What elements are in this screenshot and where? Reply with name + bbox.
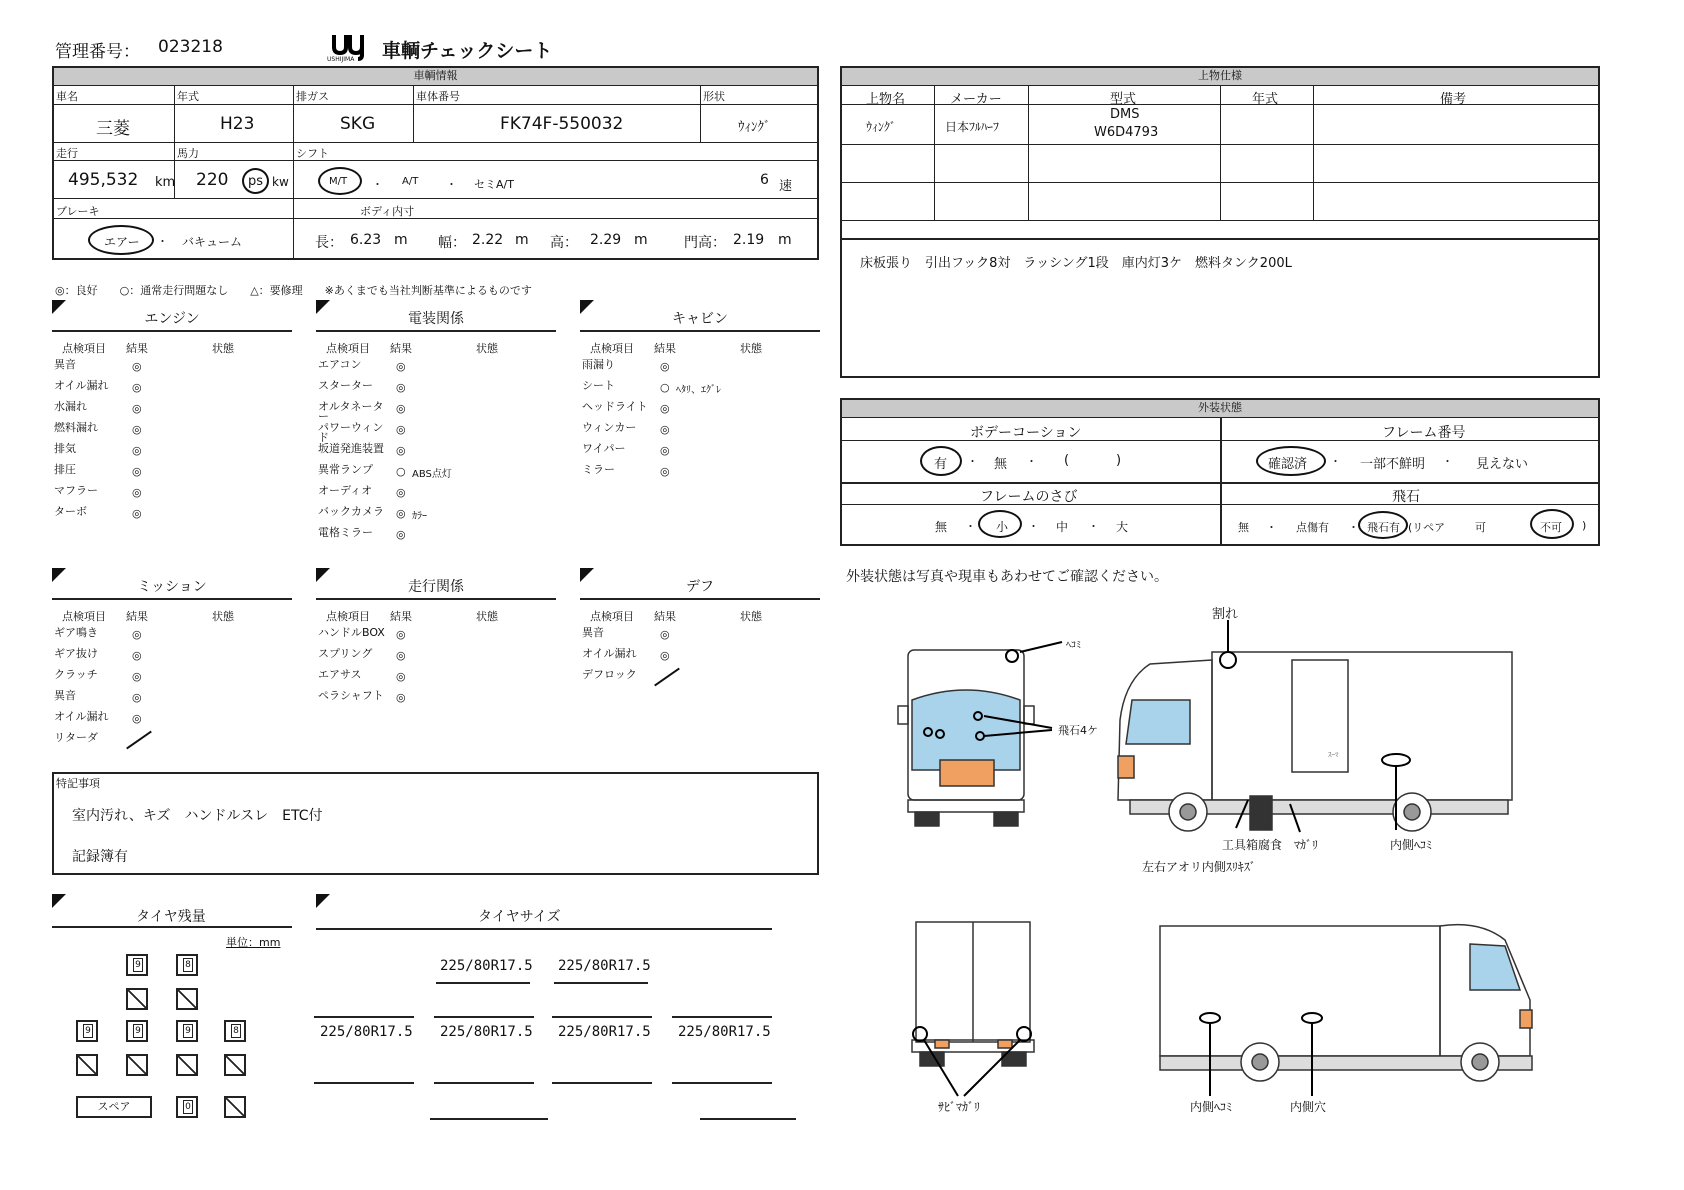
stone-dot-2: ・ <box>1348 521 1359 534</box>
rust-dot-2: ・ <box>1028 520 1039 533</box>
truck-front-view <box>898 650 1034 826</box>
cabin-item-name: ヘッドライト <box>582 400 648 413</box>
running-title: 走行関係 <box>408 579 464 595</box>
mission-item-result: ◎ <box>132 691 142 704</box>
mission-col-item: 点検項目 <box>62 610 106 623</box>
engine-item-name: オイル漏れ <box>54 379 109 392</box>
brake-air: エアー <box>104 235 140 249</box>
electric-item-state: ｶﾗｰ <box>412 511 427 522</box>
mission-item-result: ◎ <box>132 649 142 662</box>
mission-item-name: リターダ <box>54 731 98 744</box>
upper-spec-header: 上物仕様 <box>842 68 1598 86</box>
brake-dot: ・ <box>157 235 168 248</box>
truck-left-side-view <box>1160 925 1532 1081</box>
cabin-item-name: ワイパー <box>582 442 626 455</box>
hp-value: 220 <box>196 170 229 190</box>
frame-no-invisible: 見えない <box>1476 457 1529 472</box>
diff-title: デフ <box>686 579 714 595</box>
electric-item-state: ABS点灯 <box>412 469 452 480</box>
cabin-item-result: ◎ <box>660 402 670 415</box>
stone-repair: (リペア <box>1408 521 1446 534</box>
body-no-label: 車体番号 <box>416 90 460 103</box>
tyre-depth-rear <box>76 1020 98 1042</box>
tyre-depth-spare <box>176 1096 198 1118</box>
electric-col-item: 点検項目 <box>326 342 370 355</box>
engine-item-result: ◎ <box>132 381 142 394</box>
stone-yes: 飛石有 <box>1367 521 1400 534</box>
frame-no-partial: 一部不鮮明 <box>1360 457 1426 472</box>
tyre-depth-rear-value: 9 <box>183 1024 193 1038</box>
mission-item-result: ◎ <box>132 670 142 683</box>
engine-item-name: 排気 <box>54 442 76 455</box>
engine-col-item: 点検項目 <box>62 342 106 355</box>
cabin-item-result: ◎ <box>660 360 670 373</box>
gate-unit: m <box>778 232 792 248</box>
rust-dot-1: ・ <box>965 520 976 533</box>
left-dent-label: 内側ﾍｺﾐ <box>1190 1100 1233 1114</box>
tyre-size-rear: 225/80R17.5 <box>440 1024 533 1040</box>
mission-title: ミッション <box>137 579 207 595</box>
tyre-depth-spare-value: 0 <box>183 1100 193 1114</box>
cabin-item-name: ミラー <box>582 463 615 476</box>
tyre-size-rear: 225/80R17.5 <box>558 1024 651 1040</box>
electric-item-name: バックカメラ <box>318 505 384 518</box>
cabin-item-name: 雨漏り <box>582 358 615 371</box>
toolbox-label: 工具箱腐食 ﾏｶﾞﾘ <box>1222 838 1319 852</box>
diff-col-result: 結果 <box>654 610 676 623</box>
tyre-depth-front-right-value: 8 <box>183 958 193 972</box>
electric-item-result: ◎ <box>396 444 406 457</box>
len-label: 長： <box>315 235 343 251</box>
running-item-name: ハンドルBOX <box>318 626 385 639</box>
tyre-size-front: 225/80R17.5 <box>440 958 533 974</box>
cabin-title: キャビン <box>672 311 728 327</box>
electric-item-name: スターター <box>318 379 373 392</box>
upper-notes: 床板張り 引出フック8対 ラッシング1段 庫内灯3ケ 燃料タンク200L <box>860 256 1292 271</box>
electric-item-name: 異常ランプ <box>318 463 373 476</box>
tyre-size-rear: 225/80R17.5 <box>678 1024 771 1040</box>
left-hole-label: 内側穴 <box>1290 1100 1327 1114</box>
coating-paren-open: ( <box>1064 453 1070 468</box>
stone-label: 飛石 <box>1392 489 1420 505</box>
electric-item-result: ◎ <box>396 402 406 415</box>
electric-item-name: 電格ミラー <box>318 526 373 539</box>
tyre-size-title: タイヤサイズ <box>478 909 561 925</box>
running-item-result: ◎ <box>396 628 406 641</box>
inner-dent-right-label: 内側ﾍｺﾐ <box>1390 838 1433 852</box>
mission-item-name: ギア抜け <box>54 647 98 660</box>
upper-col-maker: メーカー <box>950 92 1002 107</box>
coating-label: ボデーコーション <box>970 425 1082 441</box>
engine-item-result: ◎ <box>132 360 142 373</box>
mission-item-result: ◎ <box>132 628 142 641</box>
tyre-size-front: 225/80R17.5 <box>558 958 651 974</box>
tyre-depth-rear-value: 8 <box>231 1024 241 1038</box>
cabin-col-result: 結果 <box>654 342 676 355</box>
electric-item-result: ◎ <box>396 381 406 394</box>
tyre-depth-spare-inner <box>224 1096 246 1118</box>
shift-label: シフト <box>296 147 329 160</box>
stone-dot-1: ・ <box>1266 521 1277 534</box>
cabin-item-result: ◎ <box>660 465 670 478</box>
stone-none: 無 <box>1238 521 1249 534</box>
cabin-item-result: ◎ <box>660 444 670 457</box>
tyre-depth-unit: 単位：mm <box>226 936 281 949</box>
rust-small: 小 <box>996 520 1009 534</box>
running-item-result: ◎ <box>396 691 406 704</box>
mission-col-result: 結果 <box>126 610 148 623</box>
running-item-result: ◎ <box>396 670 406 683</box>
wid-label: 幅： <box>438 235 466 251</box>
emission-value: SKG <box>340 114 376 134</box>
diff-item-name: オイル漏れ <box>582 647 637 660</box>
rust-dot-3: ・ <box>1088 520 1099 533</box>
upper-col-year: 年式 <box>1252 92 1279 107</box>
frame-no-checked: 確認済 <box>1268 457 1308 472</box>
cabin-item-name: シート <box>582 379 615 392</box>
electric-item-name: 坂道発進装置 <box>318 442 384 455</box>
diff-col-state: 状態 <box>740 610 762 623</box>
electric-item-result: ◎ <box>396 486 406 499</box>
side-logo-label: ｽｰﾏ <box>1328 751 1339 759</box>
mileage-unit: km <box>155 175 176 190</box>
year-label: 年式 <box>177 90 199 103</box>
hp-unit-ps: ps <box>248 174 264 189</box>
mission-item-name: クラッチ <box>54 668 98 681</box>
tyre-depth-front-right <box>176 954 198 976</box>
engine-col-result: 結果 <box>126 342 148 355</box>
body-dims-label: ボディ内寸 <box>360 205 415 218</box>
tyre-depth-rear-inner <box>176 1054 198 1076</box>
hgt-unit: m <box>634 232 648 248</box>
engine-item-name: マフラー <box>54 484 98 497</box>
page-title: 車輌チェックシート <box>382 40 553 62</box>
exterior-note: 外装状態は写真や現車もあわせてご確認ください。 <box>846 569 1168 585</box>
upper-name-value: ｳｨﾝｸﾞ <box>866 120 897 134</box>
hgt-label: 高： <box>550 235 578 251</box>
mission-item-name: ギア鳴き <box>54 626 98 639</box>
upper-maker-value: 日本ﾌﾙﾊｰﾌ <box>945 120 1000 134</box>
engine-col-state: 状態 <box>212 342 234 355</box>
maker-label: 車名 <box>56 90 78 103</box>
running-col-state: 状態 <box>476 610 498 623</box>
engine-item-result: ◎ <box>132 507 142 520</box>
diff-item-name: 異音 <box>582 626 604 639</box>
tyre-size-rear: 225/80R17.5 <box>320 1024 413 1040</box>
upper-col-name: 上物名 <box>866 92 906 107</box>
coating-dot-1: ・ <box>967 455 978 468</box>
electric-item-result: ○ <box>396 465 406 478</box>
rust-none: 無 <box>935 520 948 534</box>
gate-label: 門高： <box>684 235 726 251</box>
cabin-col-item: 点検項目 <box>590 342 634 355</box>
mission-item-name: 異音 <box>54 689 76 702</box>
wid-value: 2.22 <box>472 232 504 248</box>
tyre-depth-front-left <box>126 954 148 976</box>
tyre-depth-rear-value: 9 <box>83 1024 93 1038</box>
tyre-depth-rear <box>176 1020 198 1042</box>
cabin-item-result: ◎ <box>660 423 670 436</box>
upper-col-note: 備考 <box>1440 92 1467 107</box>
cabin-item-result: ○ <box>660 381 670 394</box>
diff-col-item: 点検項目 <box>590 610 634 623</box>
upper-model-value-1: DMS <box>1110 107 1140 122</box>
emission-label: 排ガス <box>296 90 329 103</box>
front-dent-label: ﾍｺﾐ <box>1066 640 1081 651</box>
tyre-depth-front-right-inner <box>176 988 198 1010</box>
running-item-name: スプリング <box>318 647 373 660</box>
year-value: H23 <box>220 114 255 134</box>
engine-item-name: 水漏れ <box>54 400 87 413</box>
engine-item-result: ◎ <box>132 402 142 415</box>
tyre-size-marker <box>316 894 330 908</box>
shape-label: 形状 <box>703 90 725 103</box>
mgmt-label: 管理番号： <box>55 42 140 62</box>
rear-rust-label: ｻﾋﾞﾏｶﾞﾘ <box>938 1100 981 1114</box>
tyre-depth-rear-value: 9 <box>133 1024 143 1038</box>
engine-title: エンジン <box>144 311 200 327</box>
electric-item-name: オルタネーター <box>318 400 384 423</box>
shape-value: ｳｨﾝｸﾞ <box>738 120 771 135</box>
diff-item-result: ◎ <box>660 649 670 662</box>
tyre-depth-rear-inner <box>224 1054 246 1076</box>
gears-value: 6 <box>760 172 769 188</box>
hp-label: 馬力 <box>177 147 199 160</box>
brake-vacuum: バキューム <box>182 235 243 249</box>
running-col-result: 結果 <box>390 610 412 623</box>
tyre-depth-rear-inner <box>126 1054 148 1076</box>
logo-text: USHIJIMA <box>327 56 355 63</box>
running-item-name: エアサス <box>318 668 362 681</box>
mission-item-result: ◎ <box>132 712 142 725</box>
tyre-depth-marker <box>52 894 66 908</box>
stone-scratch: 点傷有 <box>1296 521 1329 534</box>
tyre-depth-rear-inner <box>76 1054 98 1076</box>
special-notes-label: 特記事項 <box>56 777 100 790</box>
wid-unit: m <box>515 232 529 248</box>
gate-scratch-label: 左右アオリ内側ｽﾘｷｽﾞ <box>1142 860 1256 874</box>
electric-col-state: 状態 <box>476 342 498 355</box>
electric-item-result: ◎ <box>396 528 406 541</box>
engine-item-result: ◎ <box>132 486 142 499</box>
coating-dot-2: ・ <box>1026 455 1037 468</box>
brake-label: ブレーキ <box>56 205 100 218</box>
gears-unit: 速 <box>779 179 793 194</box>
mission-col-state: 状態 <box>212 610 234 623</box>
diff-item-result: ◎ <box>660 628 670 641</box>
engine-item-name: 燃料漏れ <box>54 421 98 434</box>
tyre-depth-rear <box>224 1020 246 1042</box>
engine-item-result: ◎ <box>132 423 142 436</box>
running-item-result: ◎ <box>396 649 406 662</box>
electric-col-result: 結果 <box>390 342 412 355</box>
tyre-depth-front-left-value: 9 <box>133 958 143 972</box>
electric-title: 電装関係 <box>408 311 464 327</box>
special-notes-line-2: 記録簿有 <box>72 849 128 865</box>
cabin-item-state: ﾍﾀﾘ、ｴｸﾞﾚ <box>676 385 721 396</box>
crack-label: 割れ <box>1212 607 1239 622</box>
stone-possible: 可 <box>1475 521 1486 534</box>
coating-yes: 有 <box>934 457 948 472</box>
engine-item-name: ターボ <box>54 505 87 518</box>
front-stone-label: 飛石4ケ <box>1058 724 1098 737</box>
frame-no-label: フレーム番号 <box>1382 425 1466 441</box>
mgmt-number: 023218 <box>158 37 223 57</box>
tyre-depth-front-left-inner <box>126 988 148 1010</box>
cabin-col-state: 状態 <box>740 342 762 355</box>
diff-item-name: デフロック <box>582 668 637 681</box>
frame-no-dot-1: ・ <box>1330 455 1341 468</box>
electric-item-result: ◎ <box>396 423 406 436</box>
shift-dot-1: ・ <box>372 178 383 191</box>
frame-rust-label: フレームのさび <box>980 489 1078 505</box>
engine-item-result: ◎ <box>132 465 142 478</box>
engine-item-name: 異音 <box>54 358 76 371</box>
mileage-value: 495,532 <box>68 170 139 190</box>
legend: ◎：良好 ○：通常走行問題なし △：要修理 ※あくまでも当社判断基準によるものです <box>55 284 532 297</box>
hgt-value: 2.29 <box>590 232 622 248</box>
gate-value: 2.19 <box>733 232 765 248</box>
mileage-label: 走行 <box>56 147 78 160</box>
stone-paren-close: ) <box>1582 519 1587 532</box>
vehicle-info-header: 車輌情報 <box>54 68 817 86</box>
spare-label: スペア <box>76 1096 152 1118</box>
engine-item-result: ◎ <box>132 444 142 457</box>
tyre-depth-rear <box>126 1020 148 1042</box>
electric-item-result: ◎ <box>396 507 406 520</box>
exterior-header: 外装状態 <box>842 400 1598 418</box>
maker-value: 三菱 <box>96 119 130 139</box>
rust-large: 大 <box>1116 520 1129 534</box>
stone-impossible: 不可 <box>1540 521 1562 534</box>
shift-dot-2: ・ <box>446 178 457 191</box>
electric-item-name: オーディオ <box>318 484 373 497</box>
frame-no-dot-2: ・ <box>1442 455 1453 468</box>
coating-no: 無 <box>994 457 1008 472</box>
len-value: 6.23 <box>350 232 382 248</box>
running-item-name: ペラシャフト <box>318 689 384 702</box>
shift-mt: M/T <box>329 176 348 187</box>
rust-mid: 中 <box>1056 520 1069 534</box>
engine-item-name: 排圧 <box>54 463 76 476</box>
cabin-item-name: ウィンカー <box>582 421 637 434</box>
hp-unit-kw: kw <box>272 175 289 189</box>
shift-at: A/T <box>402 176 419 187</box>
len-unit: m <box>394 232 408 248</box>
mission-item-name: オイル漏れ <box>54 710 109 723</box>
shift-semi: セミA/T <box>474 178 514 191</box>
electric-item-name: エアコン <box>318 358 362 371</box>
electric-item-name: パワーウィンド <box>318 421 384 444</box>
upper-model-value-2: W6D4793 <box>1094 125 1159 140</box>
coating-paren-close: ) <box>1116 453 1122 468</box>
body-no-value: FK74F-550032 <box>500 114 624 134</box>
electric-item-result: ◎ <box>396 360 406 373</box>
tyre-depth-title: タイヤ残量 <box>136 909 206 925</box>
upper-col-model: 型式 <box>1110 92 1137 107</box>
truck-right-side-view <box>1118 652 1512 831</box>
running-col-item: 点検項目 <box>326 610 370 623</box>
special-notes-line-1: 室内汚れ、キズ ハンドルスレ ETC付 <box>72 808 323 824</box>
